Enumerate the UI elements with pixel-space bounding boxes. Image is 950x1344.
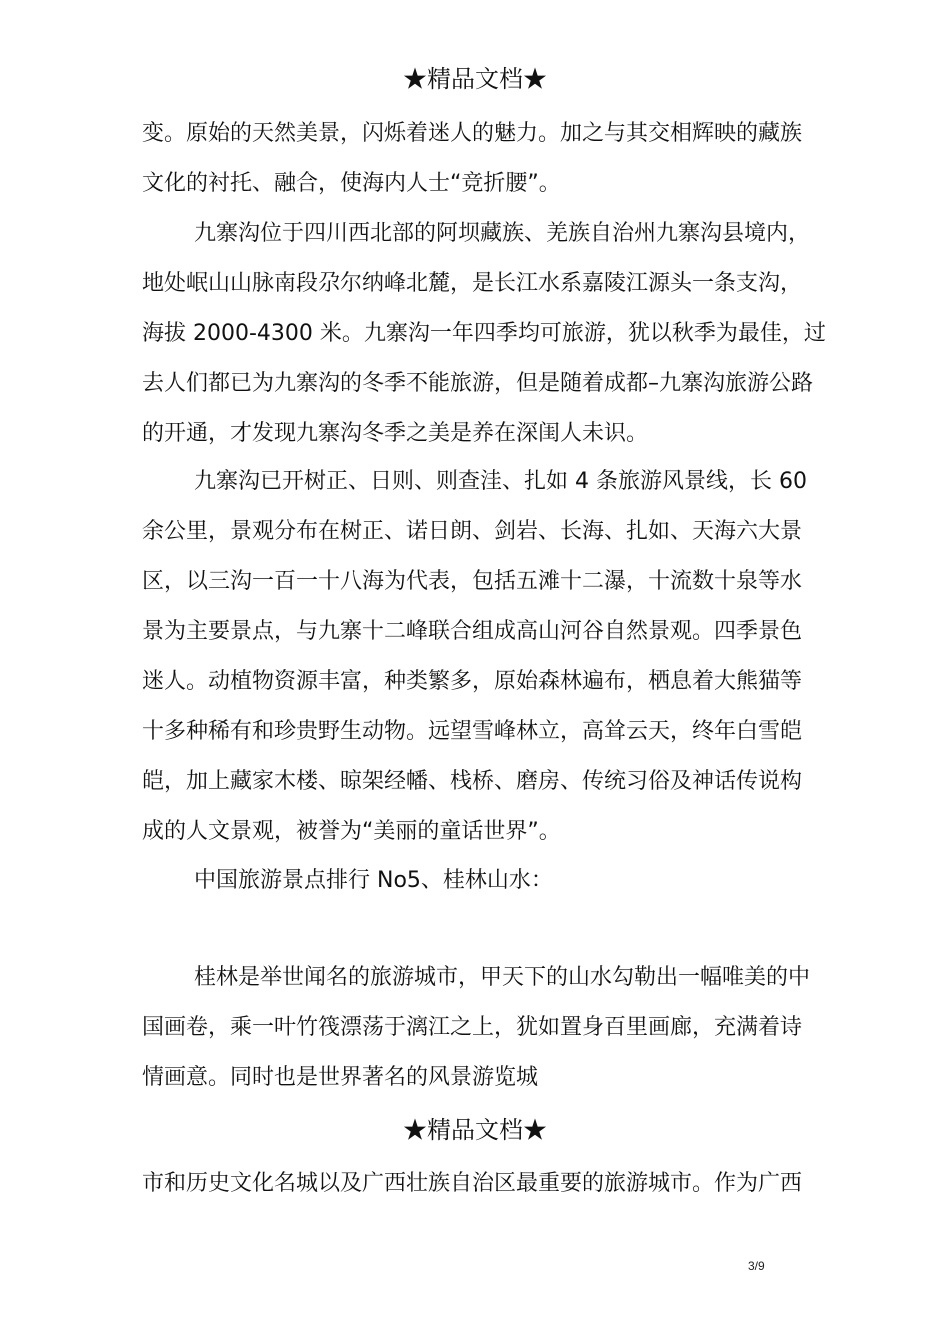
text-line: 十多种稀有和珍贵野生动物。远望雪峰林立，高耸云天，终年白雪皑: [142, 719, 803, 744]
text-line: 海拔 2000-4300 米。九寨沟一年四季均可旅游，犹以秋季为最佳，过: [142, 321, 826, 346]
text-line: 成的人文景观，被誉为“美丽的童话世界”。: [142, 819, 561, 844]
page-number: 3/9: [748, 1259, 765, 1273]
text-line: 变。原始的天然美景，闪烁着迷人的魅力。加之与其交相辉映的藏族: [142, 121, 803, 146]
text-line: 去人们都已为九寨沟的冬季不能旅游，但是随着成都–九寨沟旅游公路: [142, 371, 814, 396]
text-line: 地处岷山山脉南段尕尔纳峰北麓，是长江水系嘉陵江源头一条支沟，: [142, 271, 803, 296]
text-line: 余公里，景观分布在树正、诺日朗、剑岩、长海、扎如、天海六大景: [142, 519, 803, 544]
text-line: 九寨沟已开树正、日则、则查洼、扎如 4 条旅游风景线，长 60: [194, 469, 807, 494]
text-line: 桂林是举世闻名的旅游城市，甲天下的山水勾勒出一幅唯美的中: [194, 965, 811, 990]
header-title: ★精品文档★: [403, 1116, 547, 1144]
text-line: 九寨沟位于四川西北部的阿坝藏族、羌族自治州九寨沟县境内，: [194, 221, 811, 246]
header-title: ★精品文档★: [403, 65, 547, 93]
text-line: 文化的衬托、融合，使海内人士“竞折腰”。: [142, 171, 561, 196]
text-line: 皑，加上藏家木楼、晾架经幡、栈桥、磨房、传统习俗及神话传说构: [142, 769, 803, 794]
text-line: 国画卷，乘一叶竹筏漂荡于漓江之上，犹如置身百里画廊，充满着诗: [142, 1015, 803, 1040]
text-line: 区，以三沟一百一十八海为代表，包括五滩十二瀑，十流数十泉等水: [142, 569, 803, 594]
text-line: 的开通，才发现九寨沟冬季之美是养在深闺人未识。: [142, 421, 649, 446]
text-line: 市和历史文化名城以及广西壮族自治区最重要的旅游城市。作为广西: [142, 1171, 803, 1196]
text-line: 情画意。同时也是世界著名的风景游览城: [142, 1065, 539, 1090]
text-line: 景为主要景点，与九寨十二峰联合组成高山河谷自然景观。四季景色: [142, 619, 803, 644]
text-line: 迷人。动植物资源丰富，种类繁多，原始森林遍布，栖息着大熊猫等: [142, 669, 803, 694]
section-heading: 中国旅游景点排行 No5、桂林山水：: [194, 868, 553, 893]
